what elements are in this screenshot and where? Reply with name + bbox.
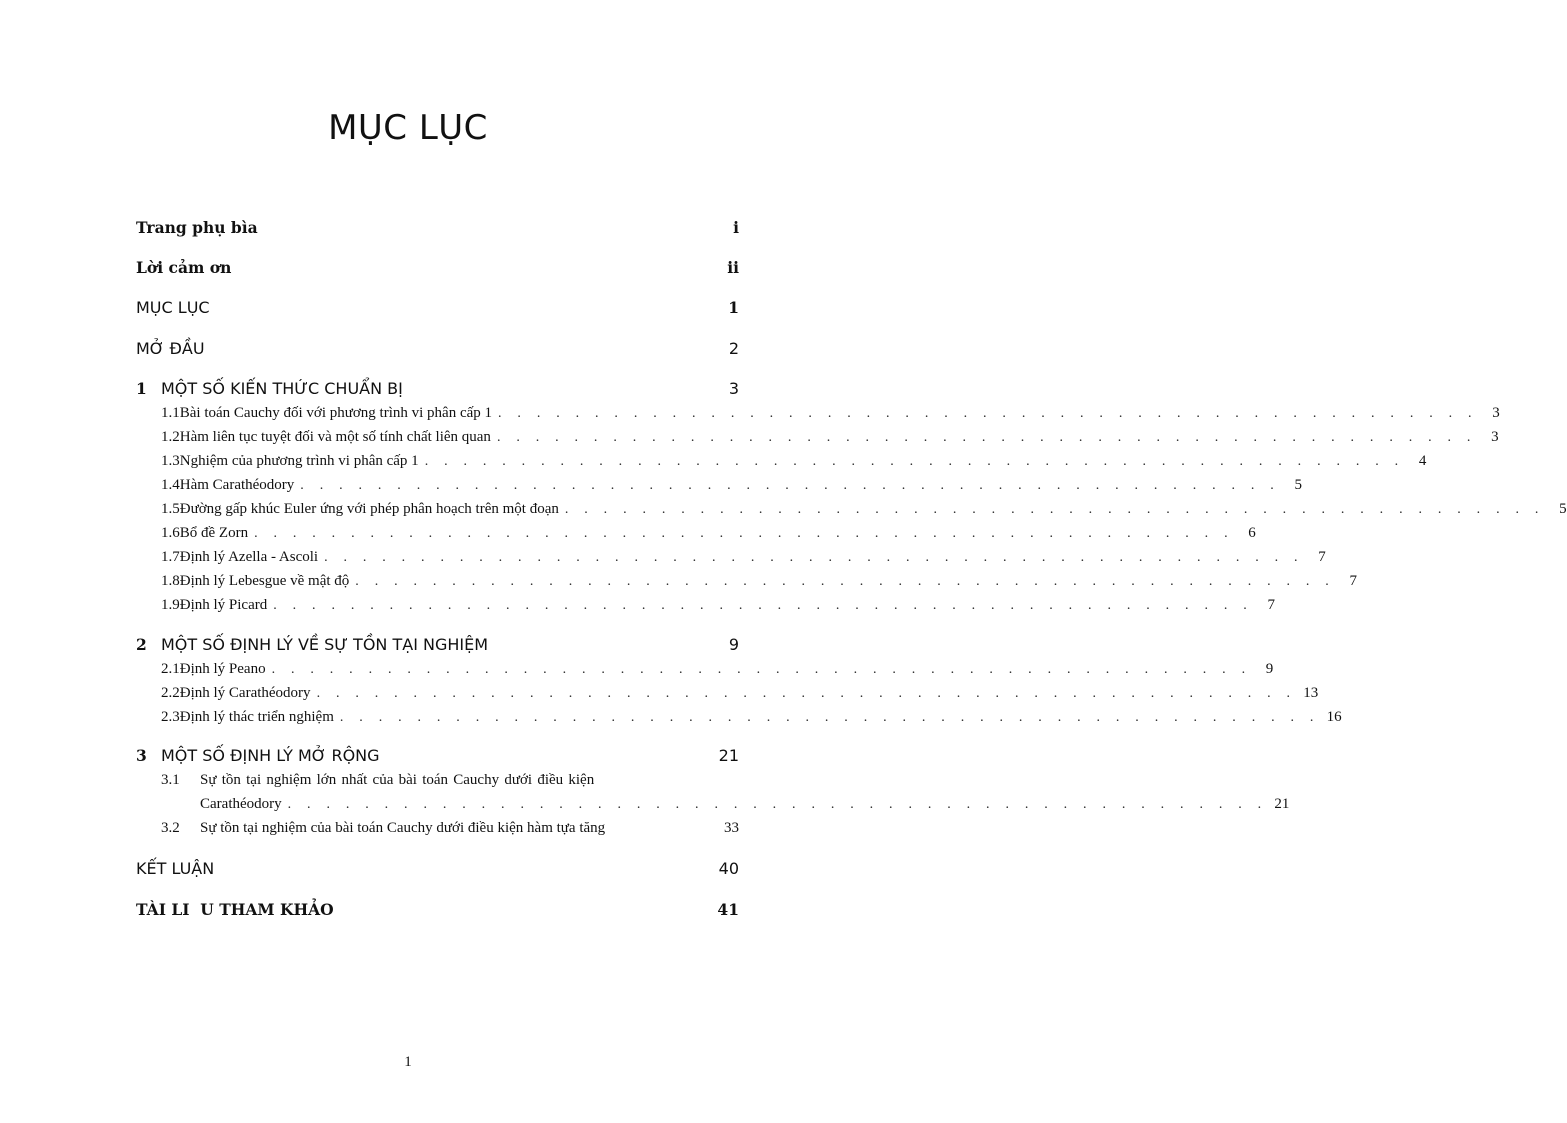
toc-entry-page: ii (727, 258, 739, 277)
chapter-title: MỘT SỐ ĐỊNH LÝ VỀ SỰ TỒN TẠI NGHIỆM (161, 635, 489, 654)
section-number: 1.3 (161, 453, 180, 469)
page-title: MỤC LỤC (328, 108, 488, 148)
toc-entry-page: 7 (1349, 573, 1357, 589)
toc-section-3-1-continued[interactable] (200, 796, 1290, 813)
toc-entry-page: 21 (718, 746, 739, 765)
toc-entry-label: KẾT LUẬN (136, 859, 215, 878)
dot-leader: . . . . . . . . . . . . . . . . . . . . . . . . . . . . . . . . . . . . . . . . . . . . . . . . . . . (424, 454, 1405, 469)
section-number: 1.8 (161, 573, 180, 589)
section-title: Bổ đề Zorn (179, 525, 249, 541)
toc-chapter-1[interactable] (136, 379, 739, 398)
toc-entry-label: MỤC LỤC (136, 298, 210, 317)
section-title: Sự tồn tại nghiệm của bài toán Cauchy dưới điều kiện hàm tựa tăng (200, 820, 606, 836)
chapter-number: 2 (136, 635, 147, 654)
toc-entry-page: 7 (1318, 549, 1326, 565)
toc-section-1-5[interactable] (161, 501, 1567, 518)
section-title: Định lý Peano (179, 661, 266, 677)
toc-entry-page: 3 (728, 379, 739, 398)
toc-entry-page: 6 (1248, 525, 1256, 541)
toc-entry-label: MỞ ĐẦU (136, 339, 205, 358)
dot-leader: . . . . . . . . . . . . . . . . . . . . . . . . . . . . . . . . . . . . . . . . . . . . . . . . . . . (271, 662, 1252, 677)
dot-leader: . . . . . . . . . . . . . . . . . . . . . . . . . . . . . . . . . . . . . . . . . . . . . . . . . . . (355, 574, 1335, 589)
toc-entry-page: i (733, 218, 739, 237)
toc-entry-page: 13 (1303, 685, 1319, 701)
dot-leader: . . . . . . . . . . . . . . . . . . . . . . . . . . . . . . . . . . . . . . . . . . . . . . . . . . . (254, 526, 1234, 541)
toc-entry-acknowledgements[interactable] (136, 258, 739, 277)
toc-entry-conclusion[interactable] (136, 859, 739, 878)
toc-section-3-2[interactable] (161, 820, 739, 837)
section-number: 3.1 (161, 772, 180, 788)
dot-leader: . . . . . . . . . . . . . . . . . . . . . . . . . . . . . . . . . . . . . . . . . . . . . . . . . . . (496, 430, 1477, 445)
toc-section-2-3[interactable] (161, 709, 1342, 726)
toc-entry-page: 41 (717, 900, 739, 919)
chapter-title: MỘT SỐ KIẾN THỨC CHUẨN BỊ (161, 379, 403, 398)
toc-entry-introduction[interactable] (136, 339, 739, 358)
section-number: 1.9 (161, 597, 180, 613)
toc-entry-page: 9 (1265, 661, 1274, 677)
toc-chapter-2[interactable] (136, 635, 739, 654)
toc-section-1-8[interactable] (161, 573, 1357, 590)
toc-entry-page: 16 (1326, 709, 1342, 725)
page-number: 1 (404, 1054, 412, 1070)
toc-section-1-4[interactable] (161, 477, 1302, 494)
toc-entry-page: 7 (1267, 597, 1275, 613)
section-number: 3.2 (161, 820, 180, 836)
chapter-number: 3 (136, 746, 147, 765)
toc-entry-page: 5 (1294, 477, 1302, 493)
section-title: Định lý Lebesgue về mật độ (179, 573, 350, 589)
section-number: 1.7 (161, 549, 180, 565)
toc-entry-page: 33 (724, 820, 739, 836)
section-title-continued: Carathéodory (200, 796, 282, 812)
toc-section-2-1[interactable] (161, 661, 1274, 678)
section-title: Đường gấp khúc Euler ứng với phép phân hoạch trên một đoạn (179, 501, 559, 517)
dot-leader: . . . . . . . . . . . . . . . . . . . . . . . . . . . . . . . . . . . . . . . . . . . . . . . . . . . (339, 710, 1320, 725)
section-title: Hàm Carathéodory (179, 477, 295, 493)
toc-entry-references[interactable] (136, 900, 739, 919)
section-title: Định lý Carathéodory (179, 685, 311, 701)
toc-section-1-2[interactable] (161, 429, 1499, 446)
toc-entry-page: 21 (1274, 796, 1290, 812)
toc-section-1-9[interactable] (161, 597, 1275, 614)
dot-leader: . . . . . . . . . . . . . . . . . . . . . . . . . . . . . . . . . . . . . . . . . . . . . . . . . . . (324, 550, 1304, 565)
section-title: Bài toán Cauchy đối với phương trình vi phân cấp 1 (179, 405, 493, 421)
toc-entry-page: 3 (1492, 405, 1500, 421)
section-number: 1.2 (161, 429, 180, 445)
section-number: 2.2 (161, 685, 180, 701)
section-title: Định lý Picard (179, 597, 268, 613)
toc-entry-contents[interactable] (136, 298, 739, 317)
toc-entry-cover[interactable] (136, 218, 739, 237)
toc-section-2-2[interactable] (161, 685, 1319, 702)
section-title: Hàm liên tục tuyệt đối và một số tính chất liên quan (179, 429, 491, 445)
section-number: 1.4 (161, 477, 180, 493)
section-number: 1.1 (161, 405, 180, 421)
dot-leader: . . . . . . . . . . . . . . . . . . . . . . . . . . . . . . . . . . . . . . . . . . . . . . . . . . . (300, 478, 1280, 493)
toc-section-1-1[interactable] (161, 405, 1500, 422)
toc-section-1-3[interactable] (161, 453, 1427, 470)
toc-section-1-7[interactable] (161, 549, 1326, 566)
section-number: 1.5 (161, 501, 180, 517)
toc-entry-label: Lời cảm ơn (136, 258, 232, 277)
section-title: Nghiệm của phương trình vi phân cấp 1 (179, 453, 419, 469)
toc-entry-page: 1 (728, 298, 739, 317)
chapter-title: MỘT SỐ ĐỊNH LÝ MỞ RỘNG (161, 746, 380, 765)
toc-entry-label: Trang phụ bìa (136, 218, 258, 237)
dot-leader: . . . . . . . . . . . . . . . . . . . . . . . . . . . . . . . . . . . . . . . . . . . . . . . . . . . (287, 797, 1268, 812)
section-title: Định lý Azella - Ascoli (179, 549, 319, 565)
section-title: Sự tồn tại nghiệm lớn nhất của bài toán Cauchy dưới điều kiện (200, 772, 595, 788)
toc-entry-page: 3 (1491, 429, 1499, 445)
toc-section-3-1[interactable] (161, 772, 739, 789)
dot-leader: . . . . . . . . . . . . . . . . . . . . . . . . . . . . . . . . . . . . . . . . . . . . . . . . . . . (316, 686, 1297, 701)
toc-entry-page: 5 (1559, 501, 1567, 517)
toc-entry-page: 40 (718, 859, 739, 878)
dot-leader: . . . . . . . . . . . . . . . . . . . . . . . . . . . . . . . . . . . . . . . . . . . . . . . . . . . (498, 406, 1478, 421)
toc-entry-label: TÀI LI U THAM KHẢO (136, 900, 334, 919)
dot-leader: . . . . . . . . . . . . . . . . . . . . . . . . . . . . . . . . . . . . . . . . . . . . . . . . . . . (273, 598, 1253, 613)
toc-chapter-3[interactable] (136, 746, 739, 765)
section-number: 2.3 (161, 709, 180, 725)
toc-entry-page: 9 (728, 635, 739, 654)
section-number: 2.1 (161, 661, 180, 677)
chapter-number: 1 (136, 379, 147, 398)
toc-entry-page: 2 (728, 339, 739, 358)
section-title: Định lý thác triển nghiệm (179, 709, 334, 725)
dot-leader: . . . . . . . . . . . . . . . . . . . . . . . . . . . . . . . . . . . . . . . . . . . . . . . . . . . (564, 502, 1545, 517)
toc-entry-page: 4 (1418, 453, 1427, 469)
toc-section-1-6[interactable] (161, 525, 1256, 542)
section-number: 1.6 (161, 525, 180, 541)
